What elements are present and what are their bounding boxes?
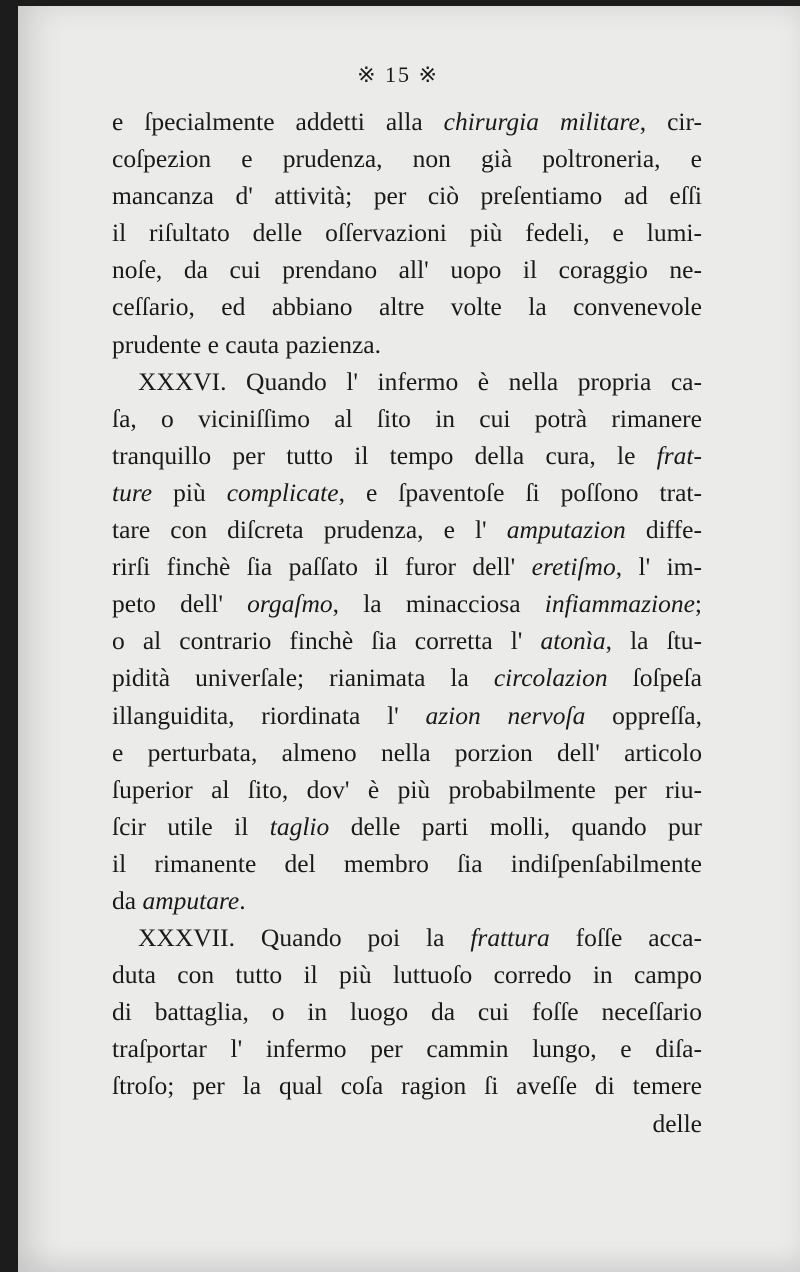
text-line [112,251,702,288]
text-line [112,1067,702,1104]
text-line [112,474,702,511]
text-line [112,882,702,919]
text-line [112,734,702,771]
italic-run: frattura [470,923,550,953]
text-run: , la ſtu- [605,626,702,656]
text-run: ſa, o viciniſſimo al ſito in cui potrà rimanere [112,403,702,433]
text-run: prudente e cauta pazienza. [112,329,381,359]
text-line [112,214,702,251]
text-line [112,585,702,622]
italic-run: complicate [226,477,339,507]
text-line [112,140,702,177]
italic-run: ture [112,477,153,507]
text-run: noſe, da cui prendano all' uopo il coraggio ne- [112,255,702,285]
text-run: rirſi finchè ſia paſſato il furor dell' [112,552,532,582]
text-run: illanguidita, riordinata l' [112,700,426,730]
text-line [112,1030,702,1067]
text-run: XXXVII. Quando poi la [138,923,471,953]
italic-run: eretiſmo [531,552,616,582]
text-line [112,288,702,325]
text-run: pidità univerſale; rianimata la [112,663,494,693]
text-run: diffe- [625,515,702,545]
text-run: delle parti molli, quando pur [329,811,702,841]
catchword [112,1105,702,1142]
text-line [112,697,702,734]
text-run: più [152,477,227,507]
italic-run: amputare [142,885,240,915]
text-run: ſoſpeſa [607,663,703,693]
text-line [112,363,702,400]
text-run: mancanza d' attività; per ciò preſentiamo ad eſſi [112,181,702,211]
text-run: oppreſſa, [585,700,702,730]
text-line [112,993,702,1030]
text-run: , cir- [639,107,702,136]
text-run: il rimanente del membro ſia indiſpenſabilmente [112,848,702,878]
text-run: foſſe acca- [549,923,702,953]
text-line [112,548,702,585]
text-line [112,437,702,474]
text-run: tare con diſcreta prudenza, e l' [112,515,507,545]
text-line [112,919,702,956]
italic-run: chirurgia militare [443,107,640,136]
text-line [112,511,702,548]
italic-run: taglio [269,811,330,841]
text-line [112,659,702,696]
text-line [112,177,702,214]
text-line [112,622,702,659]
text-run: e ſpecialmente addetti alla [112,107,444,136]
text-run: delle [652,1108,702,1138]
text-line [112,400,702,437]
text-run: ; [694,589,702,619]
text-run: tranquillo per tutto il tempo della cura, le [112,440,657,470]
italic-run: circolazion [493,663,608,693]
text-run: ſtroſo; per la qual coſa ragion ſi aveſſe di temere [112,1071,702,1101]
text-line [112,326,702,363]
italic-run: frat- [656,440,702,470]
text-run: ceſſario, ed abbiano altre volte la convenevole [112,292,702,322]
text-run: duta con tutto il più luttuoſo corredo in campo [112,960,702,990]
text-line [112,808,702,845]
text-run: il riſultato delle oſſervazioni più fedeli, e lumi- [112,218,702,248]
text-run: o al contrario finchè ſia corretta l' [112,626,541,656]
text-line [112,845,702,882]
body-text [112,103,702,1142]
text-run: peto dell' [112,589,248,619]
text-run: , l' im- [615,552,703,582]
text-run: coſpezion e prudenza, non già poltroneria, e [112,144,702,174]
text-line [112,771,702,808]
italic-run: amputazion [506,515,626,545]
text-run: XXXVI. Quando l' infermo è nella propria ca- [138,366,702,396]
page-header: ※ 15 ※ [357,62,439,87]
italic-run: azion nervoſa [425,700,586,730]
italic-run: infiammazione [544,589,695,619]
text-run: , e ſpaventoſe ſi poſſono trat- [338,477,702,507]
text-run: . [239,885,246,915]
text-run: e perturbata, almeno nella porzion dell' articolo [112,737,702,767]
italic-run: atonìa [540,626,606,656]
text-run: , la minacciosa [332,589,545,619]
text-line [112,103,702,140]
text-line [112,956,702,993]
text-run: traſportar l' infermo per cammin lungo, e diſa- [112,1034,702,1064]
text-run: ſuperior al ſito, dov' è più probabilmente per riu- [112,774,702,804]
text-run: ſcir utile il [112,811,270,841]
text-run: da [112,885,143,915]
book-page [18,6,800,1272]
italic-run: orgaſmo [247,589,333,619]
text-run: di battaglia, o in luogo da cui foſſe neceſſario [112,997,702,1027]
